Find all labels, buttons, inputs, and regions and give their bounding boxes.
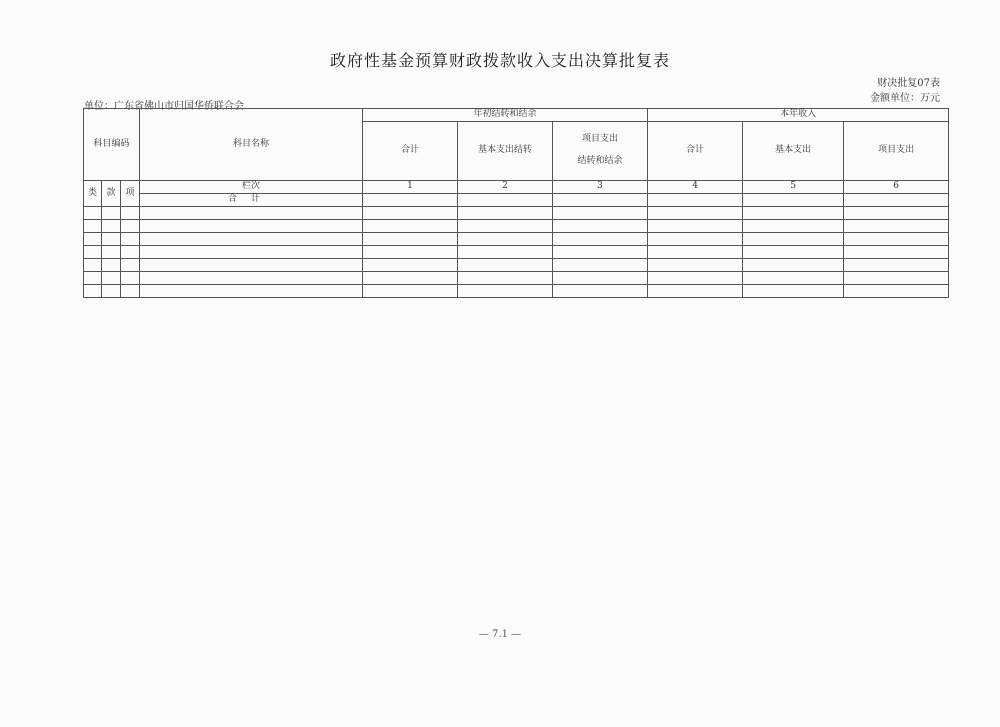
- column-number-6: 6: [844, 181, 949, 194]
- table-cell: [458, 194, 553, 207]
- page-number: — 7.1 —: [478, 629, 522, 640]
- column-number-2: 2: [458, 181, 553, 194]
- column-number-4: 4: [648, 181, 743, 194]
- reporting-unit: 单位：广东省佛山市归国华侨联合会: [84, 101, 244, 112]
- column-number-5: 5: [743, 181, 844, 194]
- table-row: [84, 207, 949, 220]
- project-carryover-line2: 结转和结余: [577, 156, 623, 166]
- project-expenditure-header: 项目支出: [844, 122, 949, 181]
- table-row: [84, 220, 949, 233]
- table-row: [84, 246, 949, 259]
- xiang-header: 项: [121, 181, 140, 207]
- table-row: [84, 285, 949, 298]
- current-income-group-header: 本年收入: [648, 109, 949, 122]
- project-carryover-line1: 项目支出: [582, 134, 619, 145]
- table-cell: [743, 194, 844, 207]
- project-carryover-header: [553, 122, 648, 181]
- basic-expenditure-header: 基本支出: [743, 122, 844, 181]
- lanci-label: 栏次: [140, 181, 363, 194]
- page-title: 政府性基金预算财政拨款收入支出决算批复表: [329, 51, 670, 70]
- table-row: [84, 233, 949, 246]
- total-row-label: 合计: [140, 194, 363, 207]
- column-number-1: 1: [363, 181, 458, 194]
- subject-name-header: 科目名称: [140, 109, 363, 181]
- kuan-header: 款: [102, 181, 121, 207]
- opening-total-header: 合计: [363, 122, 458, 181]
- money-unit: 金额单位：万元: [870, 93, 940, 104]
- table-cell: [363, 194, 458, 207]
- opening-balance-group-header: 年初结转和结余: [363, 109, 648, 122]
- table-cell: [844, 194, 949, 207]
- lei-header: 类: [84, 181, 102, 207]
- table-cell: [553, 194, 648, 207]
- basic-carryover-header: 基本支出结转: [458, 122, 553, 181]
- income-total-header: 合计: [648, 122, 743, 181]
- subject-code-header: 科目编码: [84, 109, 140, 181]
- table-row: [84, 272, 949, 285]
- table-row: [84, 259, 949, 272]
- form-code: 财决批复07表: [877, 78, 940, 89]
- table-cell: [648, 194, 743, 207]
- column-number-3: 3: [553, 181, 648, 194]
- approval-table: [83, 108, 949, 298]
